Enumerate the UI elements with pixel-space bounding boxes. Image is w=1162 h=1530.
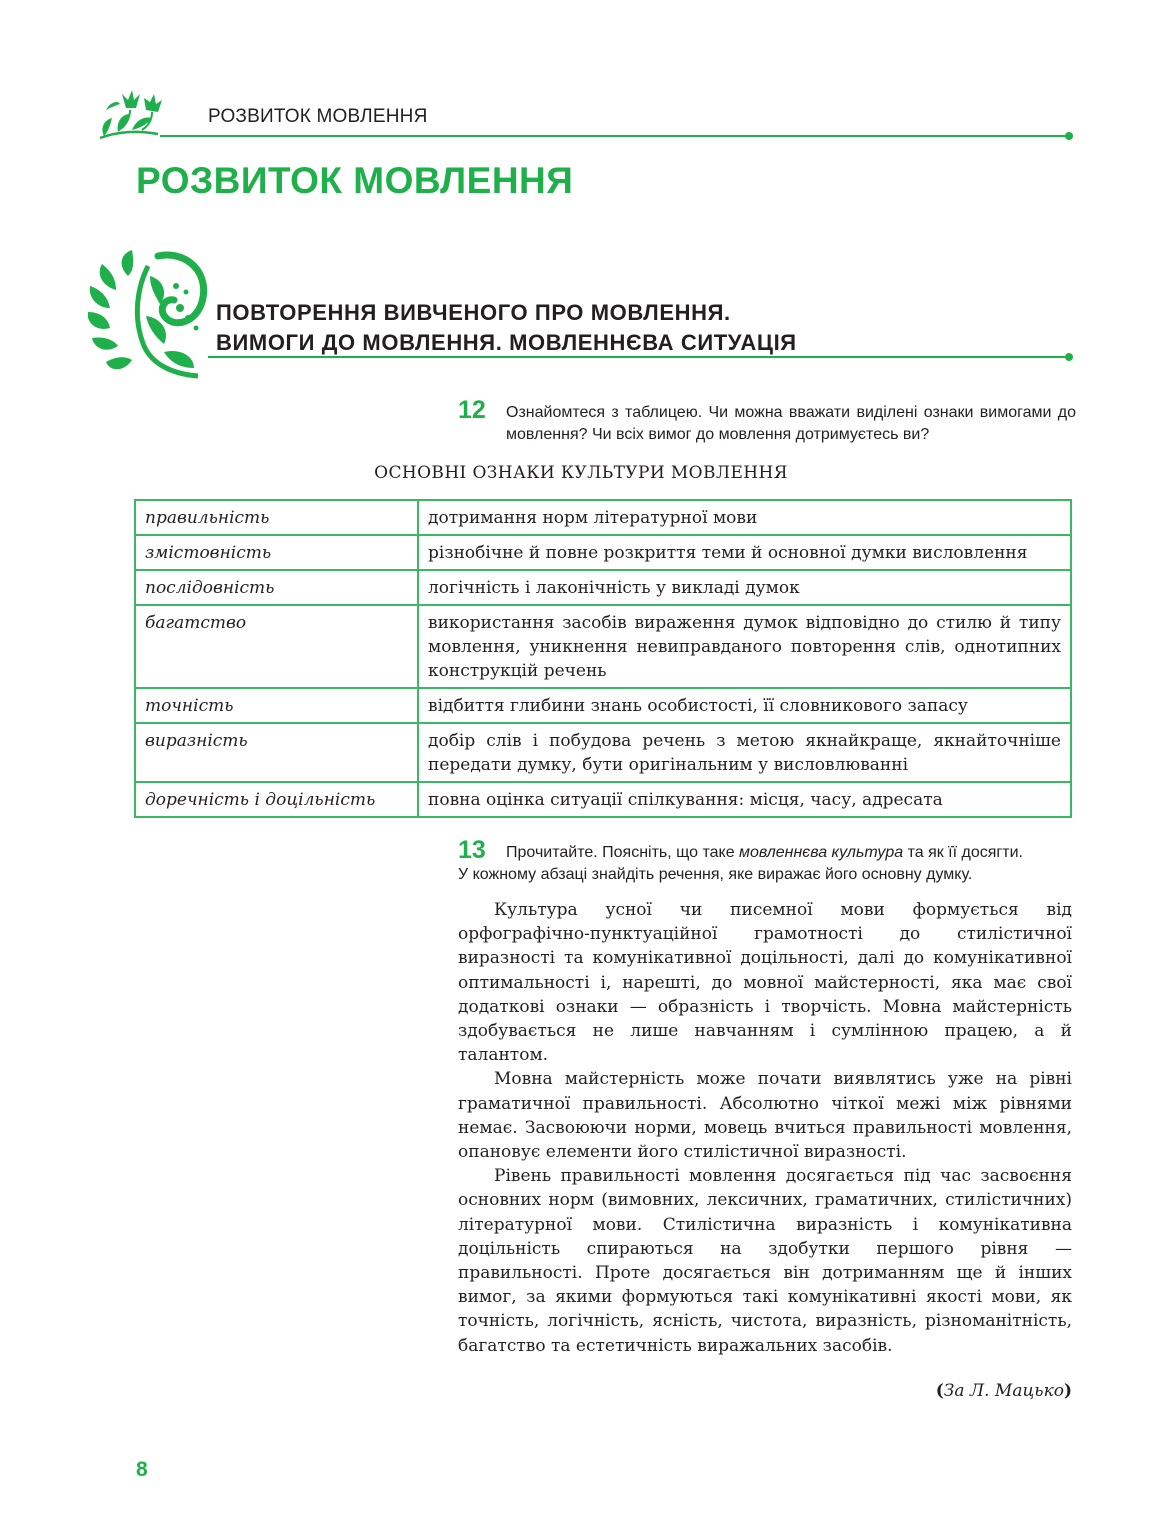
feature-term: правильність [135, 500, 418, 535]
source-author: За Л. Мацько [943, 1381, 1064, 1401]
exercise-13-text-after: та як її досягти. [903, 844, 1023, 861]
passage-paragraph: Рівень правильності мовлення досягається під час засвоєння основних норм (вимовних, лексичних, граматичних, стилістичних) літературної мови. Стилістична виразність і комунікативна доцільність спираються на здобутки першого рівня — правильності. Проте досягається він дотриманням ще й інших вимог, за якими формуються такі комунікативні якості мови, як точність, логічність, ясність, чистота, виразність, різноманітність, багатство та естетичність виражальних засобів. [458, 1166, 1072, 1356]
source-open-paren: ( [935, 1381, 944, 1401]
feature-term: виразність [135, 723, 418, 782]
passage-paragraph: Культура усної чи писемної мови формується від орфографічно-пунктуаційної грамотності до стилістичної виразності та комунікативної доцільності, далі до комунікативної оптимальності і, нарешті, до мовної майстерності, яка має свої додаткові ознаки — образність і творчість. Мовна майстерність здобувається не лише навчанням і сумлінною працею, а й талантом. [458, 900, 1072, 1066]
exercise-12-instruction: Ознайомтеся з таблицею. Чи можна вважати виділені ознаки вимогами до мовлення? Чи всіх вимог до мовлення дотримуєтесь ви? [506, 404, 1076, 443]
page-title: РОЗВИТОК МОВЛЕННЯ [136, 160, 574, 201]
table-row [135, 688, 1071, 723]
table-row [135, 500, 1071, 535]
feature-term: доречність і доцільність [135, 782, 418, 817]
feature-definition: логічність і лаконічність у викладі думок [418, 570, 1071, 605]
feature-definition: відбиття глибини знань особистості, її словникового запасу [418, 688, 1071, 723]
exercise-13-instruction [506, 842, 1076, 864]
table-row [135, 570, 1071, 605]
feature-definition: добір слів і побудова речень з метою якнайкраще, якнайточніше передати думку, бути оригінальним у висловлюванні [418, 723, 1071, 782]
passage-paragraph: Мовна майстерність може почати виявлятись уже на рівні граматичної правильності. Абсолютно чіткої межі між рівнями немає. Засвоюючи норми, мовець вчиться правильності мовлення, опановує елементи його стилістичної виразності. [458, 1069, 1072, 1163]
running-header-title: РОЗВИТОК МОВЛЕННЯ [208, 106, 428, 127]
section-rule-dot [1065, 353, 1073, 361]
passage-source [936, 1381, 1072, 1401]
feature-term: змістовність [135, 535, 418, 570]
header-rule [160, 135, 1068, 137]
header-rule-dot [1065, 132, 1073, 140]
source-close-paren: ) [1063, 1381, 1072, 1401]
floral-section-ornament-icon [88, 246, 212, 382]
section-rule [208, 356, 1068, 358]
table-caption: ОСНОВНІ ОЗНАКИ КУЛЬТУРИ МОВЛЕННЯ [374, 463, 788, 483]
section-heading-line-2: ВИМОГИ ДО МОВЛЕННЯ. МОВЛЕННЄВА СИТУАЦІЯ [216, 330, 797, 355]
feature-definition: дотримання норм літературної мови [418, 500, 1071, 535]
exercise-13-number: 13 [458, 836, 486, 864]
feature-definition: використання засобів вираження думок відповідно до стилю й типу мовлення, уникнення невиправданого повторення слів, однотипних конструкцій речень [418, 605, 1071, 688]
exercise-13-term: мовленнєва культура [739, 844, 904, 861]
feature-term: послідовність [135, 570, 418, 605]
reading-passage [458, 898, 1072, 1358]
table-row [135, 605, 1071, 688]
table-row [135, 782, 1071, 817]
exercise-13-instruction-line-2: У кожному абзаці знайдіть речення, яке виражає його основну думку. [458, 866, 973, 883]
exercise-13-text-before: Прочитайте. Поясніть, що таке [506, 844, 740, 861]
section-heading-line-1: ПОВТОРЕННЯ ВИВЧЕНОГО ПРО МОВЛЕННЯ. [216, 300, 731, 325]
feature-definition: різнобічне й повне розкриття теми й основної думки висловлення [418, 535, 1071, 570]
feature-definition: повна оцінка ситуації спілкування: місця, часу, адресата [418, 782, 1071, 817]
speech-culture-features-table [134, 499, 1072, 818]
table-row [135, 723, 1071, 782]
feature-term: точність [135, 688, 418, 723]
feature-term: багатство [135, 605, 418, 688]
exercise-12-number: 12 [458, 396, 486, 424]
table-row [135, 535, 1071, 570]
page-number: 8 [136, 1458, 148, 1481]
